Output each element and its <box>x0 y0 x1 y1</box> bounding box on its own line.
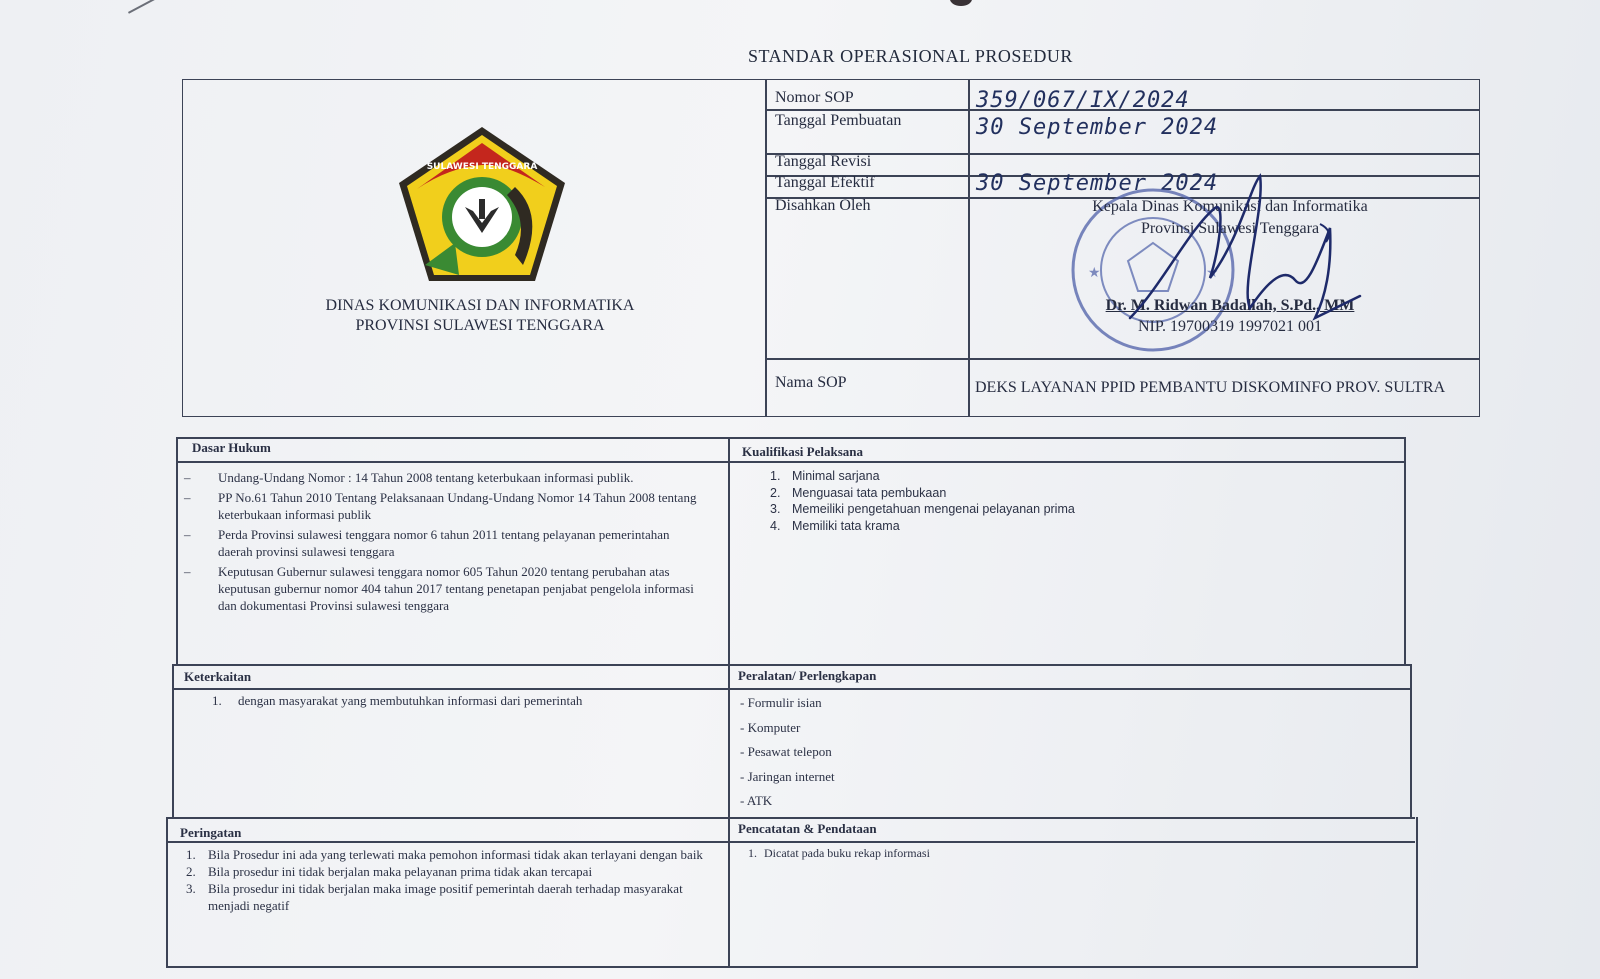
list-item: - Komputer <box>740 719 801 735</box>
table-line <box>1404 437 1406 665</box>
table-line <box>172 664 174 818</box>
list-item: - Formulir isian <box>740 695 822 710</box>
list-item: – Keputusan Gubernur sulawesi tenggara nomor 605 Tahun 2020 tentang perubahan atas keputusan gubernur nomor 404 tahun 2017 tentang penetapan penjabat pengelola informasi dan dokumentasi Provinsi sulawesi tenggara <box>184 563 704 614</box>
punch-hole <box>950 0 972 6</box>
kualifikasi-item-2: Menguasai tata pembukaan <box>792 485 947 500</box>
keterkaitan-list <box>212 692 712 709</box>
dasar-hukum-item-1: Undang-Undang Nomor : 14 Tahun 2008 tentang keterbukaan informasi publik. <box>218 470 634 485</box>
label-nama-sop: Nama SOP <box>775 374 847 391</box>
list-item: - ATK <box>740 793 773 808</box>
list-item: 3. Bila prosedur ini tidak berjalan maka image positif pemerintah daerah terhadap masyarakat menjadi negatif <box>186 880 706 914</box>
list-item: 3. Memeiliki pengetahuan mengenai pelayanan prima <box>770 502 1075 516</box>
heading-dasar-hukum: Dasar Hukum <box>192 440 271 455</box>
list-item: – Perda Provinsi sulawesi tenggara nomor 6 tahun 2011 tentang pelayanan pemerintahan daerah provinsi sulawesi tenggara <box>184 526 704 560</box>
heading-keterkaitan: Keterkaitan <box>184 669 252 684</box>
label-tanggal-efektif: Tanggal Efektif <box>775 174 875 191</box>
document-title: STANDAR OPERASIONAL PROSEDUR <box>748 46 1073 66</box>
pen-mark <box>128 0 166 14</box>
list-item: 1. Dicatat pada buku rekap informasi <box>748 846 930 860</box>
peralatan-item-5: ATK <box>746 793 773 808</box>
list-item: 4. Memiliki tata krama <box>770 518 900 533</box>
organization-name <box>270 296 690 336</box>
table-line <box>176 437 1405 439</box>
list-item: 2. Menguasai tata pembukaan <box>770 485 947 500</box>
nama-sop-value: DEKS LAYANAN PPID PEMBANTU DISKOMINFO PROV. SULTRA <box>975 379 1446 396</box>
heading-peralatan: Peralatan/ Perlengkapan <box>738 668 877 683</box>
peralatan-item-2: Komputer <box>747 719 801 735</box>
kualifikasi-list <box>770 468 1370 534</box>
pencatatan-list <box>748 845 1348 862</box>
table-line <box>176 437 178 665</box>
svg-text:★: ★ <box>1206 265 1219 281</box>
header-row-line <box>765 153 1479 155</box>
dasar-hukum-item-3: Perda Provinsi sulawesi tenggara nomor 6 tahun 2011 tentang pelayanan pemerintahan daerah provinsi sulawesi tenggara <box>218 527 670 559</box>
sulawesi-tenggara-emblem-icon <box>395 125 570 285</box>
label-nomor-sop: Nomor SOP <box>775 89 854 106</box>
tanggal-pembuatan-value: 30 September 2024 <box>976 115 1219 140</box>
table-line <box>166 817 168 967</box>
peringatan-item-3: Bila prosedur ini tidak berjalan maka image positif pemerintah daerah terhadap masyarakat menjadi negatif <box>208 881 683 913</box>
organization-line2: PROVINSI SULAWESI TENGGARA <box>355 317 605 334</box>
list-item: 1. dengan masyarakat yang membutuhkan informasi dari pemerintah <box>212 693 583 708</box>
kualifikasi-item-1: Minimal sarjana <box>792 469 880 483</box>
peringatan-item-1: Bila Prosedur ini ada yang terlewati maka pemohon informasi tidak akan terlayani dengan baik <box>208 847 703 862</box>
table-line <box>168 817 1415 819</box>
heading-peringatan: Peringatan <box>180 825 242 840</box>
label-disahkan-oleh: Disahkan Oleh <box>775 197 871 214</box>
approver-title-line1: Kepala Dinas Komunikasi dan Informatika <box>1092 198 1368 215</box>
dasar-hukum-item-4: Keputusan Gubernur sulawesi tenggara nomor 605 Tahun 2020 tentang perubahan atas keputusan gubernur nomor 404 tahun 2017 tentang penetapan penjabat pengelola informasi dan dokumentasi Provinsi sulawesi tenggara <box>218 564 694 613</box>
svg-text:SULAWESI TENGGARA: SULAWESI TENGGARA <box>426 162 538 172</box>
list-item: 1. Minimal sarjana <box>770 469 880 483</box>
peringatan-list <box>186 846 706 914</box>
header-divider <box>765 80 767 417</box>
table-line <box>728 437 730 967</box>
dasar-hukum-list <box>184 469 704 614</box>
table-line <box>176 461 1405 463</box>
list-item: – PP No.61 Tahun 2010 Tentang Pelaksanaan Undang-Undang Nomor 14 Tahun 2008 tentang keterbukaan informasi publik <box>184 489 704 523</box>
peralatan-list <box>740 694 1140 817</box>
list-item: 1. Bila Prosedur ini ada yang terlewati maka pemohon informasi tidak akan terlayani dengan baik <box>186 847 703 862</box>
signature-icon <box>1100 168 1370 338</box>
dasar-hukum-item-2: PP No.61 Tahun 2010 Tentang Pelaksanaan Undang-Undang Nomor 14 Tahun 2008 tentang keterbukaan informasi publik <box>218 490 697 522</box>
list-item: - Jaringan internet <box>740 768 835 784</box>
nomor-sop-value: 359/067/IX/2024 <box>976 88 1190 113</box>
list-item: – Undang-Undang Nomor : 14 Tahun 2008 tentang keterbukaan informasi publik. <box>184 470 634 485</box>
label-tanggal-pembuatan: Tanggal Pembuatan <box>775 112 902 129</box>
kualifikasi-item-4: Memiliki tata krama <box>792 518 900 533</box>
header-row-line <box>765 358 1479 360</box>
table-line <box>172 664 1410 666</box>
table-line <box>168 841 1415 843</box>
peralatan-item-4: Jaringan internet <box>747 768 835 784</box>
approver-title-line2: Provinsi Sulawesi Tenggara <box>1140 220 1320 237</box>
heading-pencatatan: Pencatatan & Pendataan <box>738 821 877 836</box>
heading-kualifikasi: Kualifikasi Pelaksana <box>742 444 863 459</box>
peringatan-item-2: Bila prosedur ini tidak berjalan maka pelayanan prima tidak akan tercapai <box>208 864 593 879</box>
kualifikasi-item-3: Memeiliki pengetahuan mengenai pelayanan prima <box>792 502 1075 516</box>
tanggal-efektif-value: 30 September 2024 <box>976 171 1219 196</box>
pencatatan-item-1: Dicatat pada buku rekap informasi <box>764 846 930 860</box>
organization-line1: DINAS KOMUNIKASI DAN INFORMATIKA <box>325 297 635 314</box>
peralatan-item-1: Formulir isian <box>747 695 822 710</box>
approver-name: Dr. M. Ridwan Badallah, S.Pd., MM <box>1105 297 1355 314</box>
table-line <box>1410 664 1412 818</box>
svg-text:★: ★ <box>1088 265 1101 281</box>
list-item: - Pesawat telepon <box>740 744 832 759</box>
peralatan-item-3: Pesawat telepon <box>747 744 832 759</box>
table-line <box>166 966 1418 968</box>
table-line <box>1416 817 1418 967</box>
table-line <box>172 688 1410 690</box>
header-divider <box>968 80 970 417</box>
list-item: 2. Bila prosedur ini tidak berjalan maka pelayanan prima tidak akan tercapai <box>186 864 593 879</box>
approver-nip: NIP. 19700319 1997021 001 <box>1137 318 1322 335</box>
label-tanggal-revisi: Tanggal Revisi <box>775 153 872 170</box>
keterkaitan-item-1: dengan masyarakat yang membutuhkan informasi dari pemerintah <box>238 693 583 708</box>
